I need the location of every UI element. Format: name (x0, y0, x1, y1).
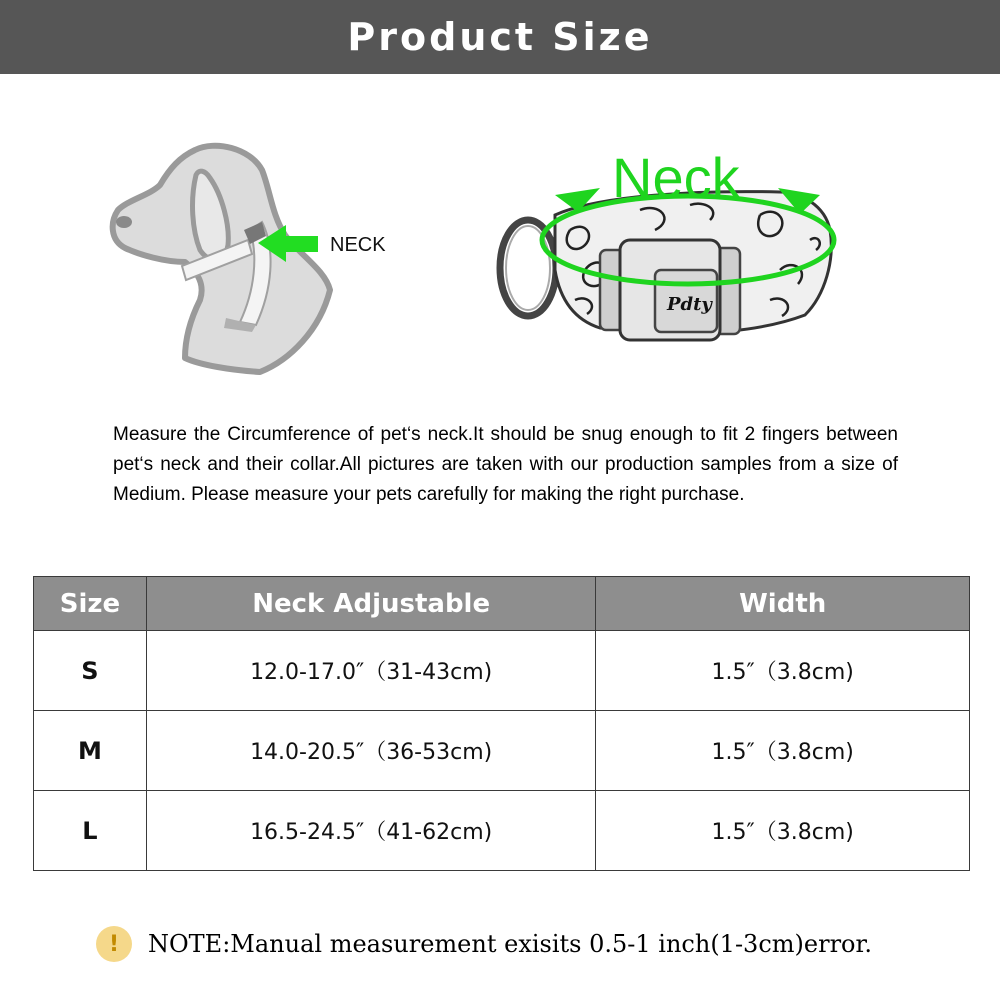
measurement-description: Measure the Circumference of pet‘s neck.It should be snug enough to fit 2 fingers between pet‘s neck and their collar.All pictures are taken with our production samples from a size of Medium. Please measure your pets carefully for making the right purchase. (113, 424, 898, 505)
header-size: Size (34, 577, 147, 631)
collar-tag-text: Pdty (667, 294, 712, 315)
page-title: Product Size (347, 15, 653, 59)
illustration-svg (0, 120, 1000, 400)
width-cell: 1.5″（3.8cm) (596, 791, 970, 871)
header-neck-adjustable: Neck Adjustable (146, 577, 595, 631)
collar-image (500, 192, 831, 340)
note (96, 926, 872, 962)
table-row (34, 711, 970, 791)
size-cell: L (34, 791, 147, 871)
neck-cell: 14.0-20.5″（36-53cm) (146, 711, 595, 791)
illustration-area (0, 120, 1000, 400)
exclamation-icon: ! (96, 926, 132, 962)
header-width: Width (596, 577, 970, 631)
size-cell: M (34, 711, 147, 791)
neck-cell: 12.0-17.0″（31-43cm) (146, 631, 595, 711)
note-text: NOTE:Manual measurement exisits 0.5-1 inch(1-3cm)error. (148, 930, 872, 958)
size-table (33, 576, 970, 871)
table-row (34, 631, 970, 711)
width-cell: 1.5″（3.8cm) (596, 631, 970, 711)
neck-cell: 16.5-24.5″（41-62cm) (146, 791, 595, 871)
table-row (34, 791, 970, 871)
neck-label: NECK (330, 234, 386, 256)
header-bar (0, 0, 1000, 74)
table-header-row (34, 577, 970, 631)
width-cell: 1.5″（3.8cm) (596, 711, 970, 791)
size-cell: S (34, 631, 147, 711)
collar-neck-label: Neck (612, 146, 740, 209)
